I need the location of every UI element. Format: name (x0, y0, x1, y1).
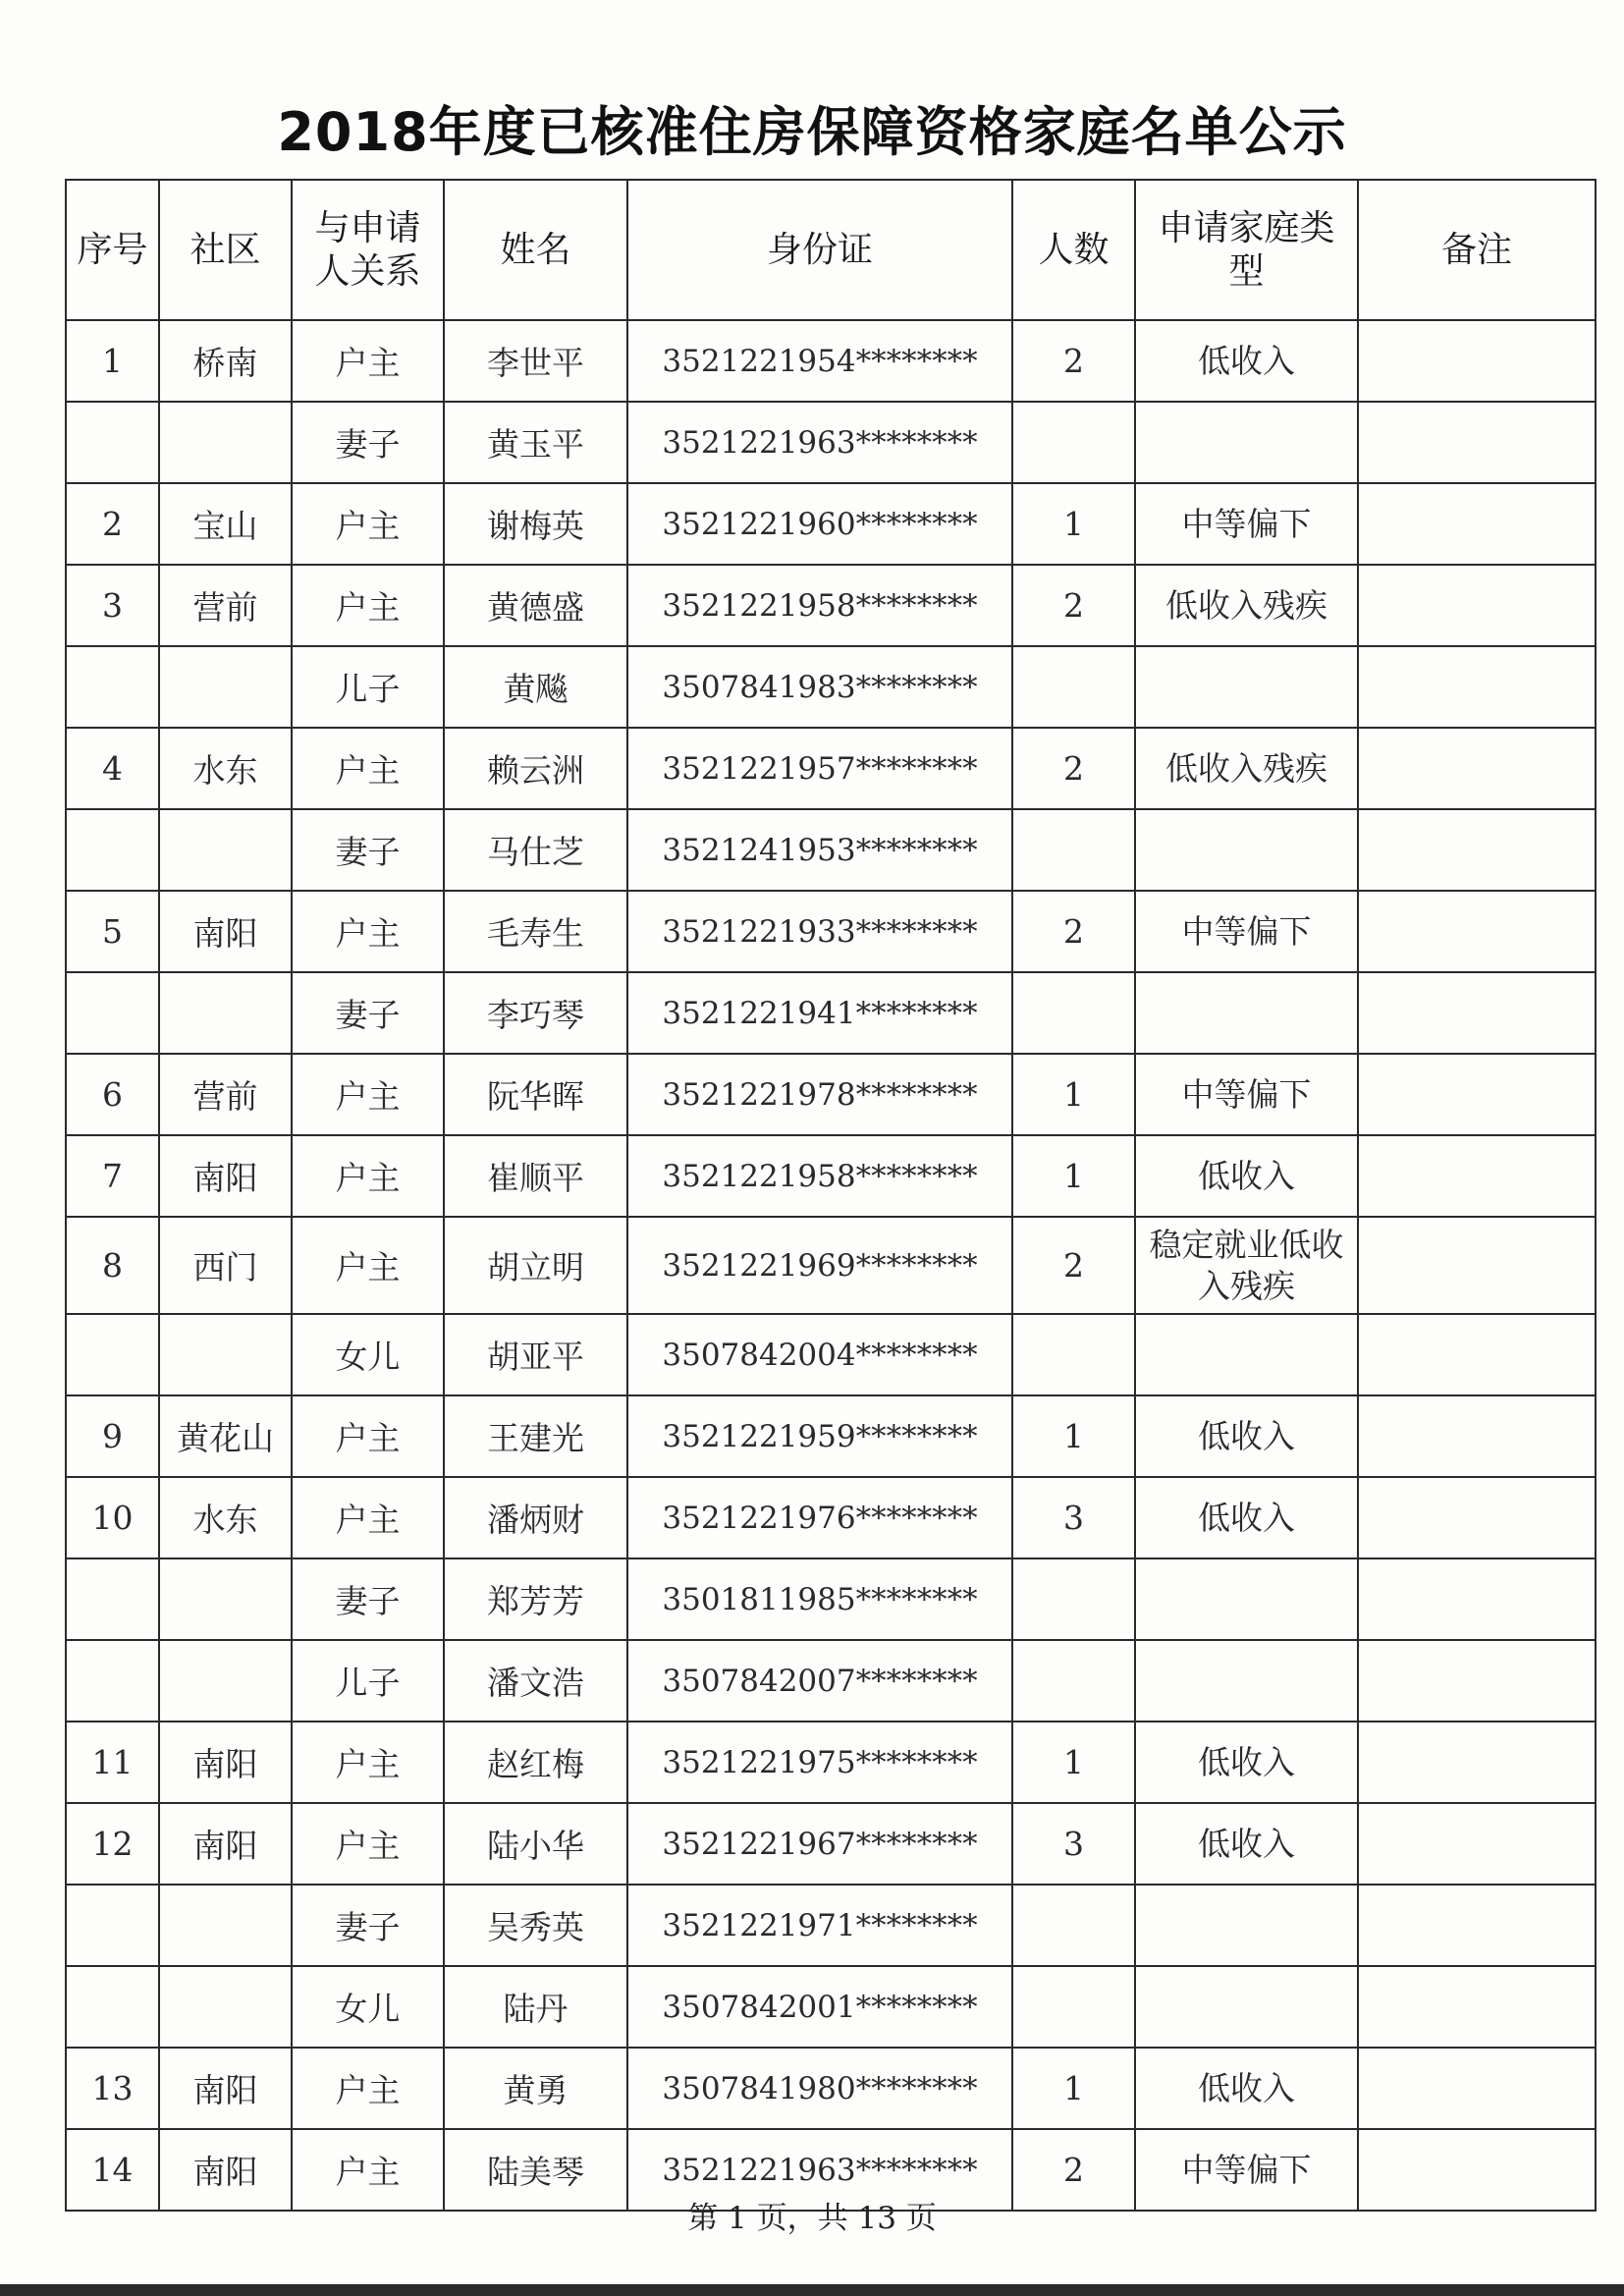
cell-id: 3521221958******** (627, 565, 1012, 646)
cell-count (1012, 809, 1135, 891)
cell-count (1012, 1640, 1135, 1722)
cell-name: 吴秀英 (444, 1885, 627, 1966)
cell-name: 陆美琴 (444, 2129, 627, 2211)
cell-type (1135, 1640, 1358, 1722)
cell-note (1358, 402, 1596, 483)
cell-community: 南阳 (159, 1135, 292, 1217)
cell-id: 3501811985******** (627, 1558, 1012, 1640)
cell-count: 2 (1012, 565, 1135, 646)
cell-community: 水东 (159, 728, 292, 809)
cell-relation: 儿子 (292, 1640, 444, 1722)
cell-id: 3521221933******** (627, 891, 1012, 972)
cell-name: 潘文浩 (444, 1640, 627, 1722)
cell-count: 2 (1012, 320, 1135, 402)
col-header-id: 身份证 (627, 180, 1012, 320)
table-row (66, 1803, 1596, 1885)
cell-type: 中等偏下 (1135, 891, 1358, 972)
cell-relation: 妻子 (292, 1558, 444, 1640)
cell-name: 潘炳财 (444, 1477, 627, 1558)
cell-count (1012, 972, 1135, 1054)
cell-note (1358, 1135, 1596, 1217)
cell-name: 胡立明 (444, 1217, 627, 1314)
table-row (66, 728, 1596, 809)
cell-count: 2 (1012, 891, 1135, 972)
cell-note (1358, 1966, 1596, 2048)
cell-name: 赖云洲 (444, 728, 627, 809)
cell-no: 10 (66, 1477, 159, 1558)
cell-note (1358, 1722, 1596, 1803)
cell-relation: 妻子 (292, 809, 444, 891)
cell-note (1358, 1803, 1596, 1885)
cell-id: 3521221971******** (627, 1885, 1012, 1966)
cell-community: 西门 (159, 1217, 292, 1314)
cell-count (1012, 1885, 1135, 1966)
cell-type: 中等偏下 (1135, 483, 1358, 565)
cell-no: 3 (66, 565, 159, 646)
table-row (66, 972, 1596, 1054)
cell-id: 3521221957******** (627, 728, 1012, 809)
cell-no (66, 972, 159, 1054)
cell-no: 2 (66, 483, 159, 565)
cell-note (1358, 646, 1596, 728)
cell-note (1358, 1395, 1596, 1477)
cell-id: 3521221959******** (627, 1395, 1012, 1477)
cell-relation: 户主 (292, 1395, 444, 1477)
cell-type: 低收入残疾 (1135, 728, 1358, 809)
cell-community: 水东 (159, 1477, 292, 1558)
cell-name: 黄勇 (444, 2048, 627, 2129)
cell-id: 3507842001******** (627, 1966, 1012, 2048)
cell-no (66, 1966, 159, 2048)
cell-note (1358, 1314, 1596, 1395)
cell-community (159, 1558, 292, 1640)
cell-name: 李巧琴 (444, 972, 627, 1054)
table-row (66, 483, 1596, 565)
table-row (66, 402, 1596, 483)
cell-note (1358, 728, 1596, 809)
cell-no: 11 (66, 1722, 159, 1803)
cell-name: 李世平 (444, 320, 627, 402)
cell-type: 稳定就业低收入残疾 (1135, 1217, 1358, 1314)
cell-relation: 妻子 (292, 1885, 444, 1966)
cell-name: 黄玉平 (444, 402, 627, 483)
cell-note (1358, 1558, 1596, 1640)
household-table (65, 179, 1597, 2212)
table-row (66, 891, 1596, 972)
cell-id: 3521221978******** (627, 1054, 1012, 1135)
col-header-type: 申请家庭类型 (1135, 180, 1358, 320)
cell-note (1358, 565, 1596, 646)
cell-community (159, 646, 292, 728)
scan-edge-divider (0, 2284, 1624, 2296)
cell-count: 1 (1012, 483, 1135, 565)
cell-type: 低收入残疾 (1135, 565, 1358, 646)
col-header-note: 备注 (1358, 180, 1596, 320)
cell-relation: 户主 (292, 1217, 444, 1314)
cell-id: 3521221958******** (627, 1135, 1012, 1217)
cell-count: 2 (1012, 2129, 1135, 2211)
cell-count: 1 (1012, 1135, 1135, 1217)
cell-relation: 妻子 (292, 972, 444, 1054)
cell-no (66, 1640, 159, 1722)
cell-note (1358, 1640, 1596, 1722)
cell-note (1358, 1885, 1596, 1966)
cell-id: 3521241953******** (627, 809, 1012, 891)
cell-relation: 户主 (292, 565, 444, 646)
cell-no: 12 (66, 1803, 159, 1885)
cell-count (1012, 1966, 1135, 2048)
table-row (66, 2048, 1596, 2129)
cell-community (159, 1640, 292, 1722)
cell-id: 3521221960******** (627, 483, 1012, 565)
cell-relation: 女儿 (292, 1966, 444, 2048)
cell-relation: 户主 (292, 1054, 444, 1135)
cell-no: 9 (66, 1395, 159, 1477)
cell-community (159, 1885, 292, 1966)
cell-community (159, 1966, 292, 2048)
cell-note (1358, 1217, 1596, 1314)
cell-id: 3521221941******** (627, 972, 1012, 1054)
cell-id: 3521221967******** (627, 1803, 1012, 1885)
cell-note (1358, 483, 1596, 565)
cell-type: 低收入 (1135, 1722, 1358, 1803)
cell-id: 3507842004******** (627, 1314, 1012, 1395)
cell-community: 南阳 (159, 891, 292, 972)
cell-type: 低收入 (1135, 1395, 1358, 1477)
cell-no: 8 (66, 1217, 159, 1314)
cell-type: 中等偏下 (1135, 2129, 1358, 2211)
cell-type (1135, 809, 1358, 891)
cell-relation: 户主 (292, 1135, 444, 1217)
cell-count (1012, 646, 1135, 728)
cell-name: 陆小华 (444, 1803, 627, 1885)
cell-type (1135, 1558, 1358, 1640)
cell-type (1135, 402, 1358, 483)
col-header-count: 人数 (1012, 180, 1135, 320)
cell-no: 5 (66, 891, 159, 972)
cell-id: 3507841980******** (627, 2048, 1012, 2129)
cell-count (1012, 402, 1135, 483)
table-row (66, 646, 1596, 728)
cell-name: 胡亚平 (444, 1314, 627, 1395)
cell-relation: 户主 (292, 1477, 444, 1558)
cell-no (66, 1885, 159, 1966)
table-row (66, 1054, 1596, 1135)
cell-id: 3521221975******** (627, 1722, 1012, 1803)
cell-name: 赵红梅 (444, 1722, 627, 1803)
cell-note (1358, 2048, 1596, 2129)
cell-type: 低收入 (1135, 1803, 1358, 1885)
cell-no: 7 (66, 1135, 159, 1217)
table-row (66, 1966, 1596, 2048)
cell-relation: 户主 (292, 891, 444, 972)
page-footer: 第 1 页，共 13 页 (687, 2201, 937, 2236)
cell-note (1358, 1054, 1596, 1135)
cell-id: 3521221976******** (627, 1477, 1012, 1558)
cell-type: 中等偏下 (1135, 1054, 1358, 1135)
cell-community (159, 402, 292, 483)
cell-name: 郑芳芳 (444, 1558, 627, 1640)
table-row (66, 320, 1596, 402)
page-title: 2018年度已核准住房保障资格家庭名单公示 (277, 101, 1347, 163)
cell-relation: 户主 (292, 1722, 444, 1803)
cell-id: 3507841983******** (627, 646, 1012, 728)
cell-no: 6 (66, 1054, 159, 1135)
cell-relation: 户主 (292, 320, 444, 402)
cell-id: 3521221963******** (627, 402, 1012, 483)
col-header-relation: 与申请人关系 (292, 180, 444, 320)
table-body (66, 320, 1596, 2211)
cell-note (1358, 1477, 1596, 1558)
cell-name: 黄飚 (444, 646, 627, 728)
cell-relation: 户主 (292, 2048, 444, 2129)
cell-name: 崔顺平 (444, 1135, 627, 1217)
cell-no (66, 1558, 159, 1640)
cell-count: 1 (1012, 1722, 1135, 1803)
cell-community: 营前 (159, 1054, 292, 1135)
cell-no: 4 (66, 728, 159, 809)
cell-community: 南阳 (159, 2048, 292, 2129)
table-row (66, 1477, 1596, 1558)
cell-name: 谢梅英 (444, 483, 627, 565)
cell-type: 低收入 (1135, 1477, 1358, 1558)
cell-name: 陆丹 (444, 1966, 627, 2048)
cell-count: 2 (1012, 1217, 1135, 1314)
table-row (66, 1395, 1596, 1477)
cell-note (1358, 809, 1596, 891)
cell-count (1012, 1558, 1135, 1640)
cell-community (159, 809, 292, 891)
cell-type (1135, 1314, 1358, 1395)
cell-id: 3521221954******** (627, 320, 1012, 402)
cell-type: 低收入 (1135, 2048, 1358, 2129)
cell-no (66, 1314, 159, 1395)
cell-count: 3 (1012, 1477, 1135, 1558)
cell-relation: 户主 (292, 483, 444, 565)
cell-id: 3507842007******** (627, 1640, 1012, 1722)
table-row (66, 1135, 1596, 1217)
cell-relation: 儿子 (292, 646, 444, 728)
cell-community (159, 972, 292, 1054)
cell-name: 阮华晖 (444, 1054, 627, 1135)
cell-relation: 妻子 (292, 402, 444, 483)
header-row (66, 180, 1596, 320)
cell-relation: 女儿 (292, 1314, 444, 1395)
cell-relation: 户主 (292, 728, 444, 809)
cell-id: 3521221969******** (627, 1217, 1012, 1314)
cell-type: 低收入 (1135, 320, 1358, 402)
cell-community (159, 1314, 292, 1395)
cell-count: 1 (1012, 1054, 1135, 1135)
cell-no: 1 (66, 320, 159, 402)
cell-relation: 户主 (292, 1803, 444, 1885)
cell-count: 3 (1012, 1803, 1135, 1885)
cell-type (1135, 1885, 1358, 1966)
cell-relation: 户主 (292, 2129, 444, 2211)
cell-note (1358, 891, 1596, 972)
cell-id: 3521221963******** (627, 2129, 1012, 2211)
cell-type (1135, 646, 1358, 728)
table-row (66, 809, 1596, 891)
cell-name: 毛寿生 (444, 891, 627, 972)
table-row (66, 1722, 1596, 1803)
cell-note (1358, 320, 1596, 402)
table-row (66, 1640, 1596, 1722)
cell-count (1012, 1314, 1135, 1395)
col-header-community: 社区 (159, 180, 292, 320)
cell-name: 马仕芝 (444, 809, 627, 891)
cell-note (1358, 972, 1596, 1054)
cell-count: 1 (1012, 1395, 1135, 1477)
cell-no: 14 (66, 2129, 159, 2211)
cell-type (1135, 972, 1358, 1054)
cell-count: 2 (1012, 728, 1135, 809)
cell-community: 营前 (159, 565, 292, 646)
cell-no: 13 (66, 2048, 159, 2129)
col-header-no: 序号 (66, 180, 159, 320)
col-header-name: 姓名 (444, 180, 627, 320)
cell-no (66, 809, 159, 891)
table-row (66, 1314, 1596, 1395)
cell-type: 低收入 (1135, 1135, 1358, 1217)
cell-count: 1 (1012, 2048, 1135, 2129)
cell-community: 桥南 (159, 320, 292, 402)
table-row (66, 1217, 1596, 1314)
cell-community: 宝山 (159, 483, 292, 565)
cell-no (66, 646, 159, 728)
cell-community: 南阳 (159, 1722, 292, 1803)
cell-name: 王建光 (444, 1395, 627, 1477)
table-row (66, 1558, 1596, 1640)
cell-community: 黄花山 (159, 1395, 292, 1477)
cell-no (66, 402, 159, 483)
cell-community: 南阳 (159, 2129, 292, 2211)
table-row (66, 565, 1596, 646)
table-row (66, 1885, 1596, 1966)
cell-name: 黄德盛 (444, 565, 627, 646)
cell-type (1135, 1966, 1358, 2048)
cell-community: 南阳 (159, 1803, 292, 1885)
